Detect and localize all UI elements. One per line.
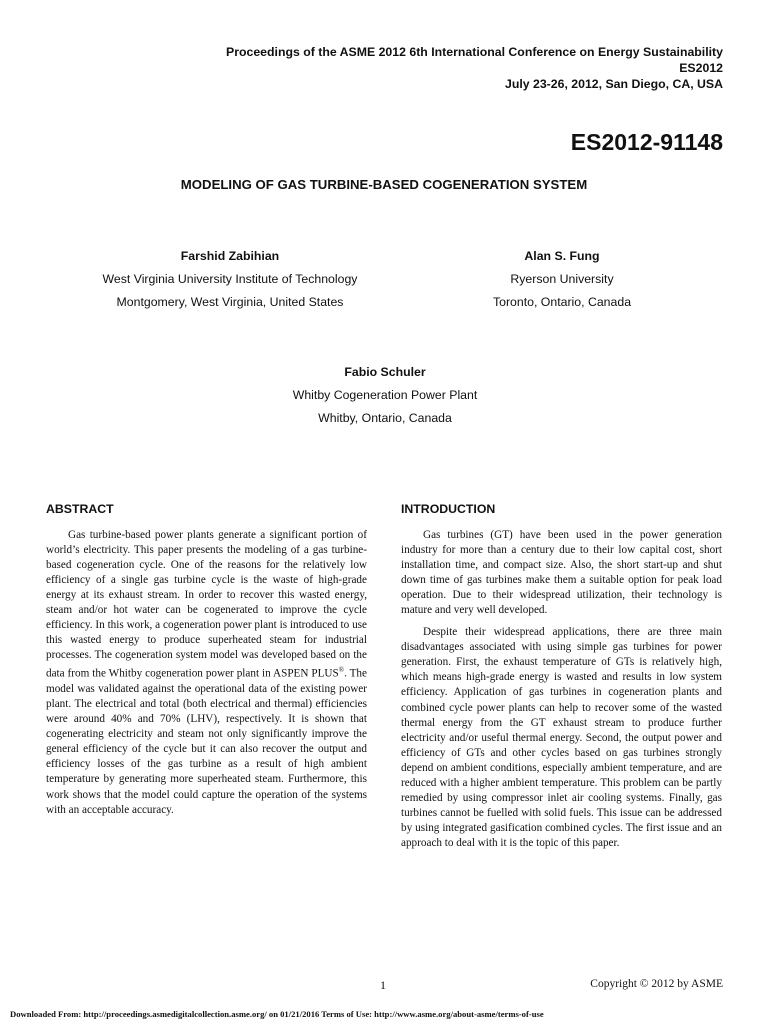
page-number: 1 xyxy=(380,978,386,992)
author-block xyxy=(407,245,717,314)
author-location: Whitby, Ontario, Canada xyxy=(318,411,452,425)
registered-mark: ® xyxy=(338,666,345,675)
author-name: Alan S. Fung xyxy=(524,249,600,263)
conference-header xyxy=(226,44,723,92)
abstract-heading: ABSTRACT xyxy=(46,502,114,516)
author-location: Toronto, Ontario, Canada xyxy=(492,295,632,309)
abstract-text-part: . The model was validated against the operational data of the existing power plant. The electrical and total (both electrical and thermal) efficiencies were around 40% and 70% (LHV), respectively. It is shown that cogenerating electricity and steam not only significantly improve the general efficiency of the cycle but it can also recover the output and efficiency losses of the gas turbine as a result of high ambient temperature by generating more superheated steam. Furthermore, this work shows that the model could capture the operation of the systems with an acceptable accuracy. xyxy=(46,668,367,816)
author-affiliation: West Virginia University Institute of Technology xyxy=(102,272,358,286)
introduction-section xyxy=(401,502,722,858)
download-notice: Downloaded From: http://proceedings.asmedigitalcollection.asme.org/ on 01/21/2016 Terms of Use: http://www.asme.org/about-asme/terms-of-use xyxy=(10,1009,544,1019)
introduction-heading: INTRODUCTION xyxy=(401,502,496,516)
author-name: Farshid Zabihian xyxy=(180,249,280,263)
author-name: Fabio Schuler xyxy=(344,365,426,379)
paper-id: ES2012-91148 xyxy=(570,129,723,155)
conference-dates-location: July 23-26, 2012, San Diego, CA, USA xyxy=(504,77,723,91)
author-affiliation: Ryerson University xyxy=(510,272,614,286)
conference-short-name: ES2012 xyxy=(679,61,723,75)
conference-name: Proceedings of the ASME 2012 6th International Conference on Energy Sustainability xyxy=(226,45,723,59)
paper-title: MODELING OF GAS TURBINE-BASED COGENERATION SYSTEM xyxy=(180,177,588,192)
abstract-section xyxy=(46,502,367,825)
abstract-text-part: Gas turbine-based power plants generate a significant portion of world’s electricity. This paper presents the modeling of a gas turbine-based cogeneration cycle. One of the reasons for the relatively low efficiency of a single gas turbine cycle is the waste of high-grade energy at its exhaust stream. In order to recover this wasted energy, steam and/or hot water can be cogenerated to improve the cycle efficiency. In this work, a cogeneration power plant is introduced to use this wasted energy to produce superheated steam for industrial processes. The cogeneration system model was developed based on the data from the Whitby cogeneration power plant in ASPEN PLUS xyxy=(46,529,367,681)
author-block xyxy=(75,245,385,314)
author-location: Montgomery, West Virginia, United States xyxy=(116,295,344,309)
author-block xyxy=(230,361,540,430)
introduction-paragraph: Gas turbines (GT) have been used in the power generation industry for more than a century due to their low capital cost, short installation time, and compact size. Also, the short start-up and shut down time of gas turbines make them a suitable option for peak load operation. Due to their widespread utilization, their technology is mature and very well developed. xyxy=(401,529,722,617)
introduction-paragraph: Despite their widespread applications, there are three main disadvantages associated with using simple gas turbines for power generation. First, the exhaust temperature of GTs is relatively high, which means high-grade energy is wasted and results in low system efficiency. Application of gas turbines in cogeneration plants and combined cycle power plants can help to recover some of the wasted thermal energy from the GT exhaust stream to produce further electricity and/or useful thermal energy. Second, the output power and efficiency of GTs and other cycles based on gas turbines strongly depend on ambient conditions, especially ambient temperature, and are reduced with a higher ambient temperature. This problem can be partly remedied by using compressor inlet air cooling systems. Finally, gas turbines cannot be fuelled with solid fuels. This issue can be addressed by using integrated gasification combined cycles. The first issue and an approach to deal with it is the topic of this paper. xyxy=(401,626,722,849)
abstract-paragraph xyxy=(46,528,367,818)
copyright-notice: Copyright © 2012 by ASME xyxy=(590,978,723,990)
author-affiliation: Whitby Cogeneration Power Plant xyxy=(292,388,478,402)
